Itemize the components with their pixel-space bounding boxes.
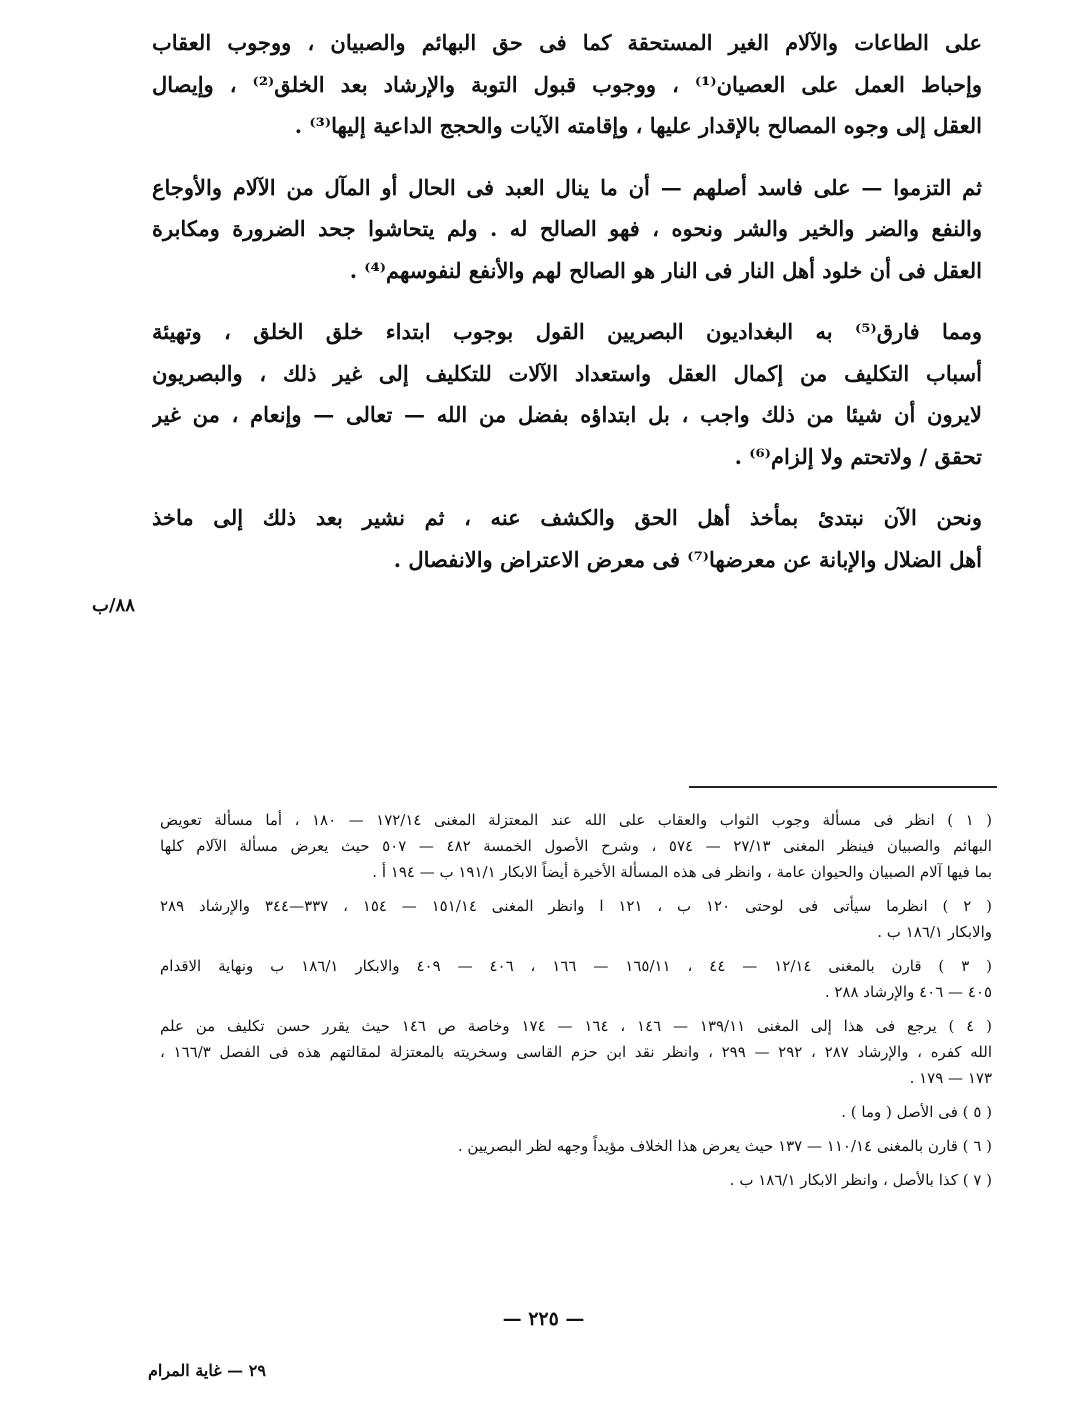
paragraph-1 (152, 22, 982, 147)
footnote-line: ( ٢ ) انظرما سيأتى فى لوحتى ١٢٠ ب ، ١٢١ ا وانظر المغنى ١٥١/١٤ — ١٥٤ ، ٣٣٧—٣٤٤ والإرشاد ٢٨٩ (160, 897, 992, 915)
footnote-line: الله كفره ، والإرشاد ٢٨٧ ، ٢٩٢ — ٢٩٩ ، وانظر نقد ابن حزم القاسى وسخريته بالمعتزلة لمقالتهم هذه فى الفصل ١٦٦/٣ ، (160, 1043, 992, 1061)
paragraph-4 (152, 497, 982, 580)
paragraph-2 (152, 167, 982, 292)
paragraph-3 (152, 311, 982, 477)
text-line: ونحن الآن نبتدئ بمأخذ أهل الحق والكشف عنه ، ثم نشير بعد ذلك إلى ماخذ (152, 505, 982, 530)
footnote-line: ( ١ ) انظر فى مسألة وجوب الثواب والعقاب على الله عند المعتزلة المغنى ١٧٢/١٤ — ١٨٠ ، أما مسألة تعويض (160, 811, 992, 829)
signature-mark: ٢٩ — غاية المرام (148, 1361, 266, 1380)
text-line: تحقق / ولاتحتم ولا إلزام⁽⁶⁾ . (734, 443, 982, 469)
text-line: لايرون أن شيئا من ذلك واجب ، بل ابتداؤه بفضل من الله — تعالى — وإنعام ، من غير (152, 402, 982, 427)
footnote-line: بما فيها آلام الصبيان والحيوان عامة ، وانظر فى هذه المسألة الأخيرة أيضاً الابكار ١٩١/١ ب — ١٩٤ أ . (372, 863, 992, 881)
text-line: ومما فارق⁽⁵⁾ به البغداديون البصريين القول بوجوب ابتداء خلق الخلق ، وتهيئة (152, 319, 982, 344)
footnote-divider (689, 786, 997, 788)
text-line: ثم التزموا — على فاسد أصلهم — أن ما ينال العبد فى الحال أو المآل من الآلام والأوجاع (152, 174, 982, 200)
text-line: أسباب التكليف من إكمال العقل واستعداد الآلات للتكليف إلى غير ذلك ، والبصريون (152, 360, 982, 386)
footnote-7 (160, 1167, 992, 1193)
footnote-line: ( ٤ ) يرجع فى هذا إلى المغنى ١٣٩/١١ — ١٤٦ ، ١٦٤ — ١٧٤ وخاصة ص ١٤٦ حيث يقرر حسن تكليف من علم (160, 1017, 992, 1035)
footnote-line: ( ٧ ) كذا بالأصل ، وانظر الابكار ١٨٦/١ ب . (729, 1171, 992, 1189)
footnote-5 (160, 1099, 992, 1125)
page-number: — ٢٢٥ — (502, 1308, 585, 1330)
text-line: وإحباط العمل على العصيان⁽¹⁾ ، ووجوب قبول التوبة والإرشاد بعد الخلق⁽²⁾ ، وإيصال (152, 71, 982, 97)
footnote-line: ( ٣ ) قارن بالمغنى ١٢/١٤ — ٤٤ ، ١٦٥/١١ — ١٦٦ ، ٤٠٦ — ٤٠٩ والابكار ١٨٦/١ ب ونهاية الاقدام (160, 957, 992, 975)
footnote-line: ٤٠٥ — ٤٠٦ والإرشاد ٢٨٨ . (824, 983, 992, 1001)
text-line: أهل الضلال والإبانة عن معرضها⁽⁷⁾ فى معرض الاعتراض والانفصال . (393, 546, 982, 572)
footnote-2 (160, 893, 992, 945)
footnote-3 (160, 953, 992, 1005)
text-line: على الطاعات والآلام الغير المستحقة كما فى حق البهائم والصبيان ، ووجوب العقاب (152, 30, 982, 55)
footnote-line: والابكار ١٨٦/١ ب . (877, 923, 992, 941)
folio-margin-note: ٨٨/ب (92, 595, 135, 616)
footnote-line: ( ٦ ) قارن بالمغنى ١١٠/١٤ — ١٣٧ حيث يعرض هذا الخلاف مؤيداً وجهه لظر البصريين . (457, 1137, 992, 1155)
footnote-4 (160, 1013, 992, 1091)
footnotes (160, 807, 992, 1201)
footnote-line: البهائم والصبيان فينظر المغنى ٢٧/١٣ — ٥٧٤ ، وشرح الأصول الخمسة ٤٨٢ — ٥٠٧ حيث يعرض مسألة الآلام كلها (160, 837, 992, 855)
text-line: والنفع والضر والخير والشر ونحوه ، فهو الصالح له . ولم يتحاشوا جحد الضرورة ومكابرة (152, 216, 982, 241)
text-line: العقل فى أن خلود أهل النار فى النار هو الصالح لهم والأنفع لنفوسهم⁽⁴⁾ . (349, 257, 982, 283)
footnote-line: ١٧٣ — ١٧٩ . (909, 1069, 992, 1087)
footnote-6 (160, 1133, 992, 1159)
footnote-line: ( ٥ ) فى الأصل ( وما ) . (841, 1103, 992, 1121)
footnote-1 (160, 807, 992, 885)
main-text (152, 22, 982, 580)
text-line: العقل إلى وجوه المصالح بالإقدار عليها ، وإقامته الآيات والحجج الداعية إليها⁽³⁾ . (294, 113, 982, 138)
